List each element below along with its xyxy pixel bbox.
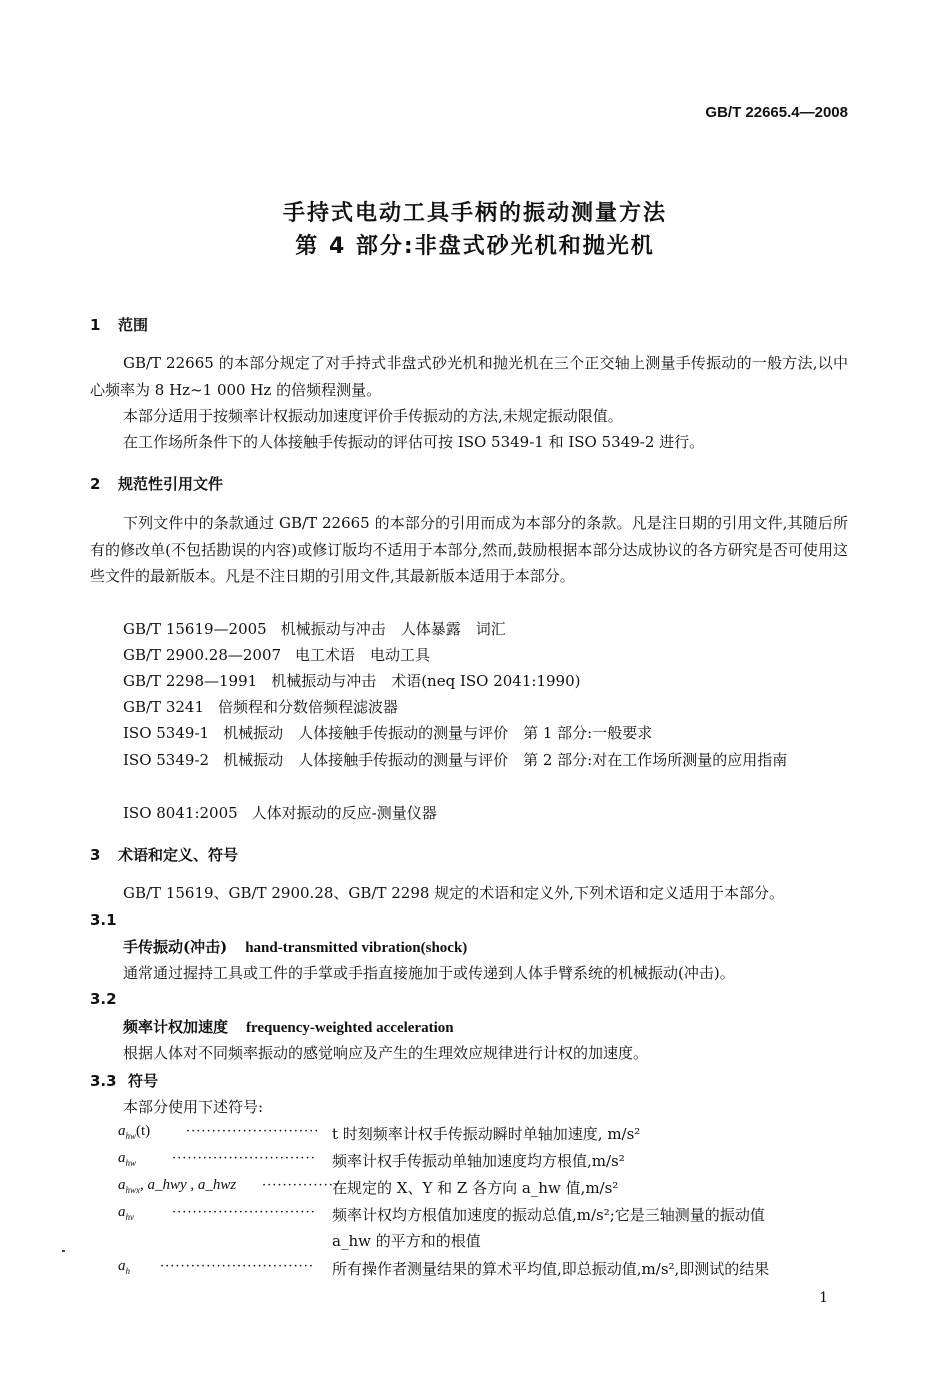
symbol-description: 频率计权手传振动单轴加速度均方根值,m/s² [332,1152,625,1170]
symbols-intro: 本部分使用下述符号: [123,1098,264,1116]
symbol-description-cont: a_hw 的平方和的根值 [332,1232,481,1250]
leader-dots: ··············· [262,1178,339,1193]
page-number: 1 [819,1290,828,1306]
ref-item: GB/T 2298—1991 机械振动与冲击 术语(neq ISO 2041:1990) [123,672,581,690]
leader-dots: ···························· [172,1205,316,1220]
leader-dots: ······························ [160,1259,314,1274]
symbol-description: 频率计权均方根值加速度的振动总值,m/s²;它是三轴测量的振动值 [332,1206,765,1224]
standard-code: GB/T 22665.4—2008 [705,104,848,121]
symbols-heading: 3.3 符号 [90,1072,159,1090]
term-number: 3.1 [90,911,117,929]
ref-item: GB/T 15619—2005 机械振动与冲击 人体暴露 词汇 [123,620,506,638]
ref-item: GB/T 3241 倍频程和分数倍频程滤波器 [123,698,399,716]
symbol: $a_{hv}$ [118,1204,134,1222]
section-3-intro: GB/T 15619、GB/T 2900.28、GB/T 2298 规定的术语和定义外,下列术语和定义适用于本部分。 [123,884,784,902]
symbol-description: 所有操作者测量结果的算术平均值,即总振动值,m/s²,即测试的结果 [332,1260,770,1278]
term-heading: 手传振动(冲击) hand-transmitted vibration(shock) [123,938,468,956]
section-1-para-2: 本部分适用于按频率计权振动加速度评价手传振动的方法,未规定振动限值。 [123,407,623,425]
ref-item: ISO 5349-2 机械振动 人体接触手传振动的测量与评价 第 2 部分:对在工作场所测量的应用指南 [123,751,788,769]
section-1-para-1: GB/T 22665 的本部分规定了对手持式非盘式砂光机和抛光机在三个正交轴上测量手传振动的一般方法,以中心频率为 8 Hz~1 000 Hz 的倍频程测量。 [90,354,848,399]
term-definition: 根据人体对不同频率振动的感觉响应及产生的生理效应规律进行计权的加速度。 [123,1044,649,1062]
symbol: $a_{hw}$ [118,1150,137,1168]
symbol-description: t 时刻频率计权手传振动瞬时单轴加速度, m/s² [332,1125,641,1143]
symbol: $a_h$ [118,1258,130,1276]
ref-item: GB/T 2900.28—2007 电工术语 电动工具 [123,646,431,664]
section-3-heading: 3 术语和定义、符号 [90,846,239,864]
symbol: $a_{hw}(t)$ [118,1123,151,1141]
section-2-heading: 2 规范性引用文件 [90,475,224,493]
symbol-description: 在规定的 X、Y 和 Z 各方向 a_hw 值,m/s² [332,1179,619,1197]
leader-dots: ···························· [172,1151,316,1166]
term-definition: 通常通过握持工具或工件的手掌或手指直接施加于或传递到人体手臂系统的机械振动(冲击)。 [123,964,735,982]
title-line-1: 手持式电动工具手柄的振动测量方法 [282,201,667,226]
ref-item: ISO 5349-1 机械振动 人体接触手传振动的测量与评价 第 1 部分:一般要求 [123,724,653,742]
term-number: 3.2 [90,990,117,1008]
section-2-intro: 下列文件中的条款通过 GB/T 22665 的本部分的引用而成为本部分的条款。凡是注日期的引用文件,其随后所有的修改单(不包括勘误的内容)或修订版均不适用于本部分,然而,鼓励根据本部分达成协议的各方研究是否可使用这些文件的最新版本。凡是不注日期的引用文件,其最新版本适用于本部分。 [90,514,848,585]
symbol: $a_{hwx}$, a_hwy , a_hwz [118,1177,237,1195]
ref-item: ISO 8041:2005 人体对振动的反应-测量仪器 [123,804,437,822]
leader-dots: ·························· [186,1124,320,1139]
section-1-para-3: 在工作场所条件下的人体接触手传振动的评估可按 ISO 5349-1 和 ISO 5349-2 进行。 [123,433,705,451]
term-heading: 频率计权加速度 frequency-weighted acceleration [123,1018,454,1036]
scan-speck [62,1250,65,1252]
section-1-heading: 1 范围 [90,316,149,334]
title-line-2: 第 4 部分:非盘式砂光机和抛光机 [295,234,655,259]
